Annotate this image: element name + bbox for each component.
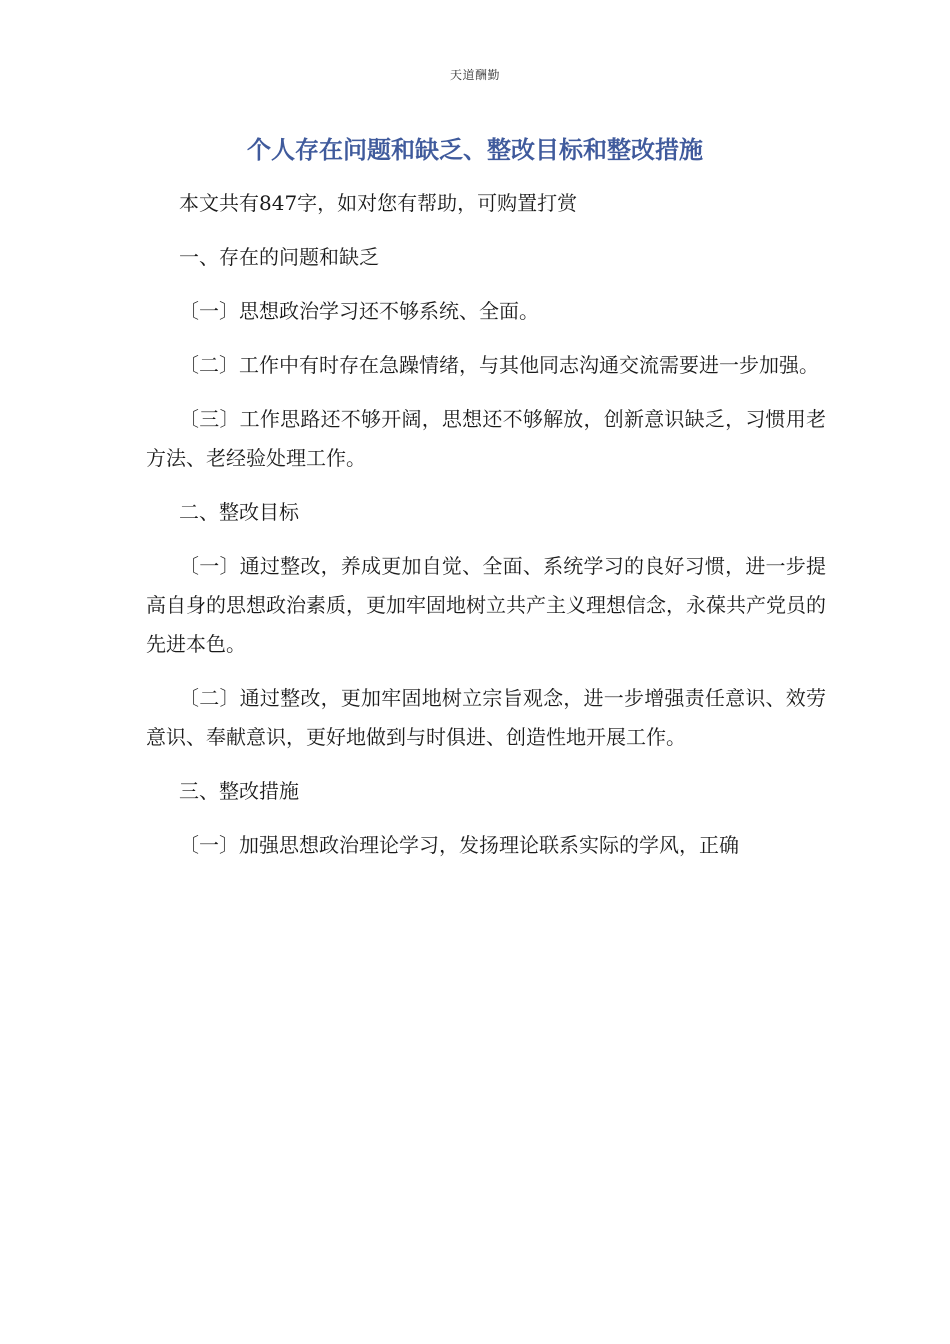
document-title: 个人存在问题和缺乏、整改目标和整改措施 <box>247 136 703 164</box>
document-body <box>146 184 826 880</box>
section-heading-problems: 一、存在的问题和缺乏 <box>179 245 379 269</box>
intro-note: 本文共有847字，如对您有帮助，可购置打赏 <box>179 191 578 215</box>
goal-item-2: 〔二〕通过整改，更加牢固地树立宗旨观念，进一步增强责任意识、效劳意识、奉献意识，更好地做到与时俱进、创造性地开展工作。 <box>146 686 826 749</box>
measure-item-1: 〔一〕加强思想政治理论学习，发扬理论联系实际的学风，正确 <box>179 833 739 857</box>
problem-item-2: 〔二〕工作中有时存在急躁情绪，与其他同志沟通交流需要进一步加强。 <box>179 353 819 377</box>
section-heading-goals: 二、整改目标 <box>179 500 299 524</box>
section-heading-measures: 三、整改措施 <box>179 779 299 803</box>
goal-item-1: 〔一〕通过整改，养成更加自觉、全面、系统学习的良好习惯，进一步提高自身的思想政治素质，更加牢固地树立共产主义理想信念，永葆共产党员的先进本色。 <box>146 554 826 656</box>
problem-item-3: 〔三〕工作思路还不够开阔，思想还不够解放，创新意识缺乏，习惯用老方法、老经验处理工作。 <box>146 407 826 470</box>
problem-item-1: 〔一〕思想政治学习还不够系统、全面。 <box>179 299 539 323</box>
page-header: 天道酬勤 <box>449 68 500 82</box>
